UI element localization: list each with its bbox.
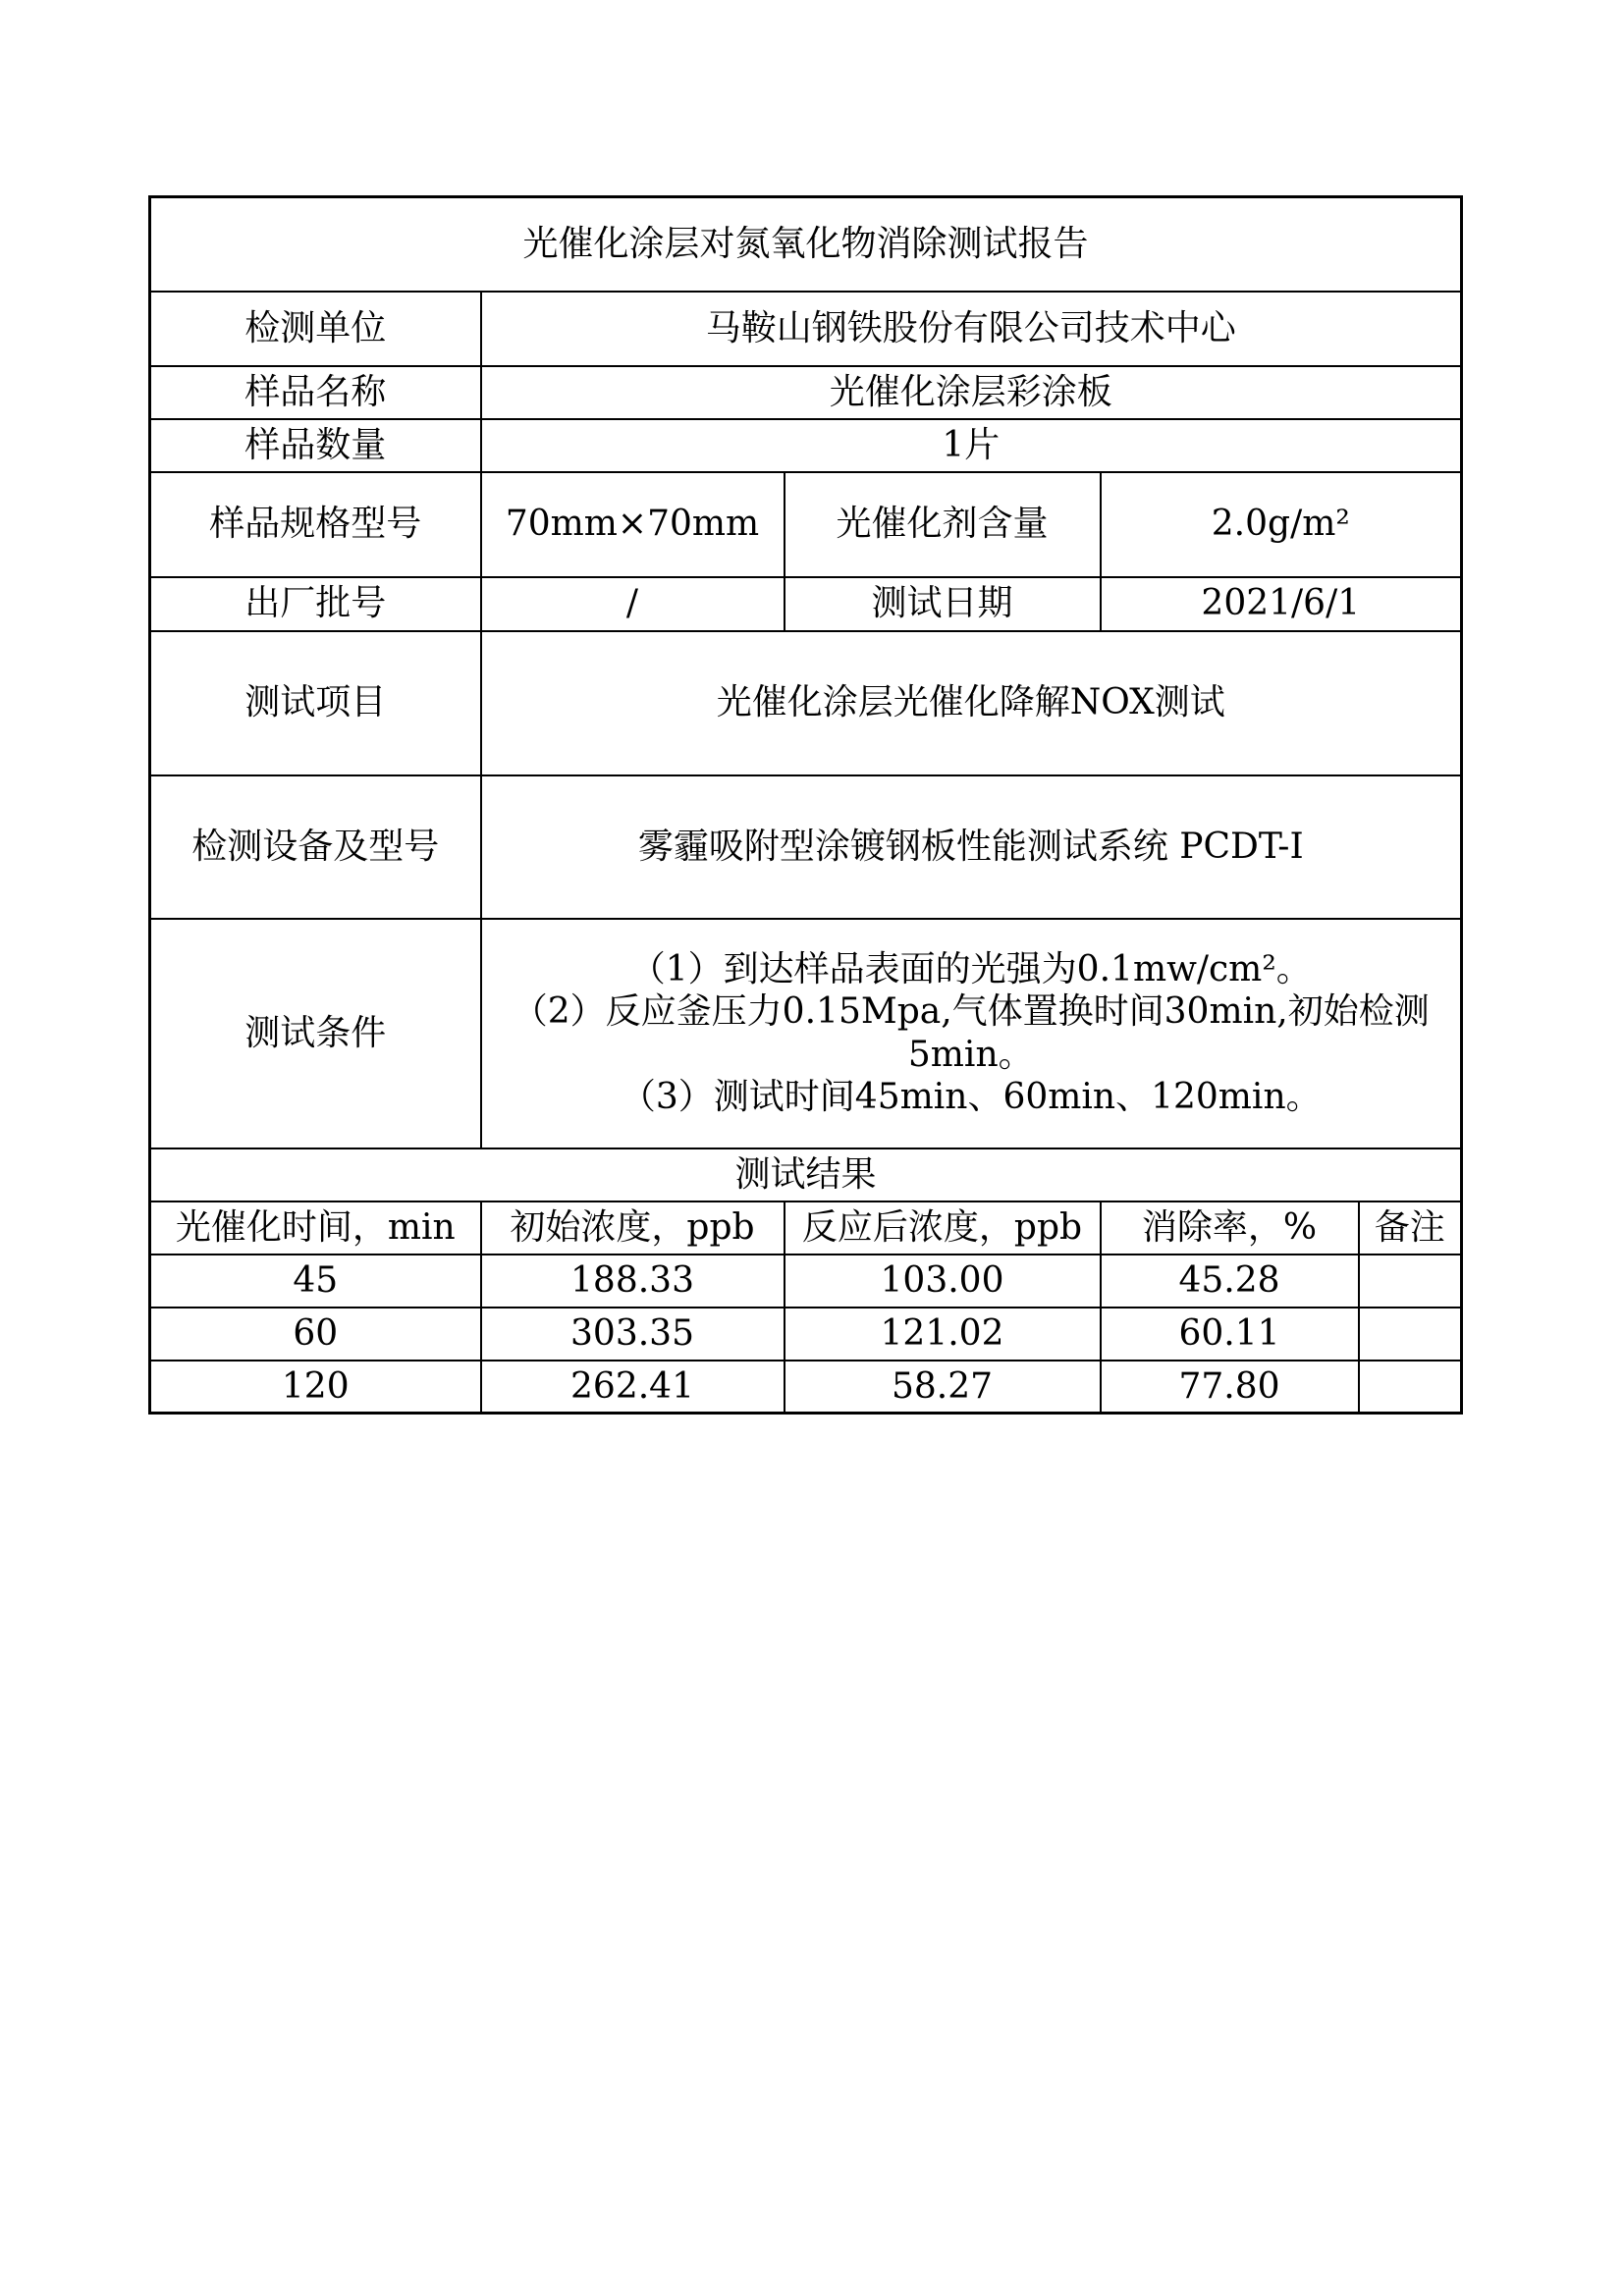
header-final-conc: 反应后浓度，ppb: [785, 1201, 1101, 1255]
results-title-row: [150, 1148, 1462, 1201]
cell-final-conc: 121.02: [785, 1308, 1101, 1361]
cell-final-conc: 103.00: [785, 1255, 1101, 1308]
unit-label: 检测单位: [150, 292, 481, 366]
catalyst-content-label: 光催化剂含量: [785, 472, 1101, 577]
report-table: [148, 195, 1463, 1415]
table-row: [150, 1308, 1462, 1361]
header-removal-rate: 消除率，%: [1101, 1201, 1359, 1255]
cell-initial-conc: 303.35: [481, 1308, 785, 1361]
item-value: 光催化涂层光催化降解NOX测试: [481, 631, 1462, 775]
header-time: 光催化时间，min: [150, 1201, 481, 1255]
cell-time: 60: [150, 1308, 481, 1361]
table-row: [150, 1361, 1462, 1414]
test-date-value: 2021/6/1: [1101, 577, 1462, 631]
sample-name-row: [150, 366, 1462, 419]
cell-initial-conc: 188.33: [481, 1255, 785, 1308]
sample-name-label: 样品名称: [150, 366, 481, 419]
cell-final-conc: 58.27: [785, 1361, 1101, 1414]
results-header-row: [150, 1201, 1462, 1255]
unit-row: [150, 292, 1462, 366]
sample-qty-value: 1片: [481, 419, 1462, 472]
condition-line-1: （1）到达样品表面的光强为0.1mw/cm²。: [629, 949, 1312, 990]
condition-line-2: （2）反应釜压力0.15Mpa,气体置换时间30min,初始检测5min。: [512, 991, 1430, 1075]
batch-value: /: [481, 577, 785, 631]
cell-remark: [1359, 1308, 1462, 1361]
conditions-row: [150, 919, 1462, 1148]
table-row: [150, 1255, 1462, 1308]
batch-row: [150, 577, 1462, 631]
conditions-value: [481, 919, 1462, 1148]
cell-removal-rate: 45.28: [1101, 1255, 1359, 1308]
conditions-label: 测试条件: [150, 919, 481, 1148]
condition-line-3: （3）测试时间45min、60min、120min。: [620, 1076, 1322, 1117]
cell-remark: [1359, 1361, 1462, 1414]
cell-initial-conc: 262.41: [481, 1361, 785, 1414]
item-row: [150, 631, 1462, 775]
batch-label: 出厂批号: [150, 577, 481, 631]
cell-removal-rate: 60.11: [1101, 1308, 1359, 1361]
equipment-value: 雾霾吸附型涂镀钢板性能测试系统 PCDT-I: [481, 775, 1462, 919]
cell-time: 120: [150, 1361, 481, 1414]
sample-qty-row: [150, 419, 1462, 472]
cell-time: 45: [150, 1255, 481, 1308]
header-initial-conc: 初始浓度，ppb: [481, 1201, 785, 1255]
spec-value: 70mm×70mm: [481, 472, 785, 577]
cell-remark: [1359, 1255, 1462, 1308]
sample-qty-label: 样品数量: [150, 419, 481, 472]
spec-row: [150, 472, 1462, 577]
equipment-label: 检测设备及型号: [150, 775, 481, 919]
header-remark: 备注: [1359, 1201, 1462, 1255]
results-title: 测试结果: [150, 1148, 1462, 1201]
spec-label: 样品规格型号: [150, 472, 481, 577]
title-row: [150, 197, 1462, 292]
unit-value: 马鞍山钢铁股份有限公司技术中心: [481, 292, 1462, 366]
report-title: 光催化涂层对氮氧化物消除测试报告: [150, 197, 1462, 292]
item-label: 测试项目: [150, 631, 481, 775]
test-date-label: 测试日期: [785, 577, 1101, 631]
cell-removal-rate: 77.80: [1101, 1361, 1359, 1414]
catalyst-content-value: 2.0g/m²: [1101, 472, 1462, 577]
equipment-row: [150, 775, 1462, 919]
sample-name-value: 光催化涂层彩涂板: [481, 366, 1462, 419]
